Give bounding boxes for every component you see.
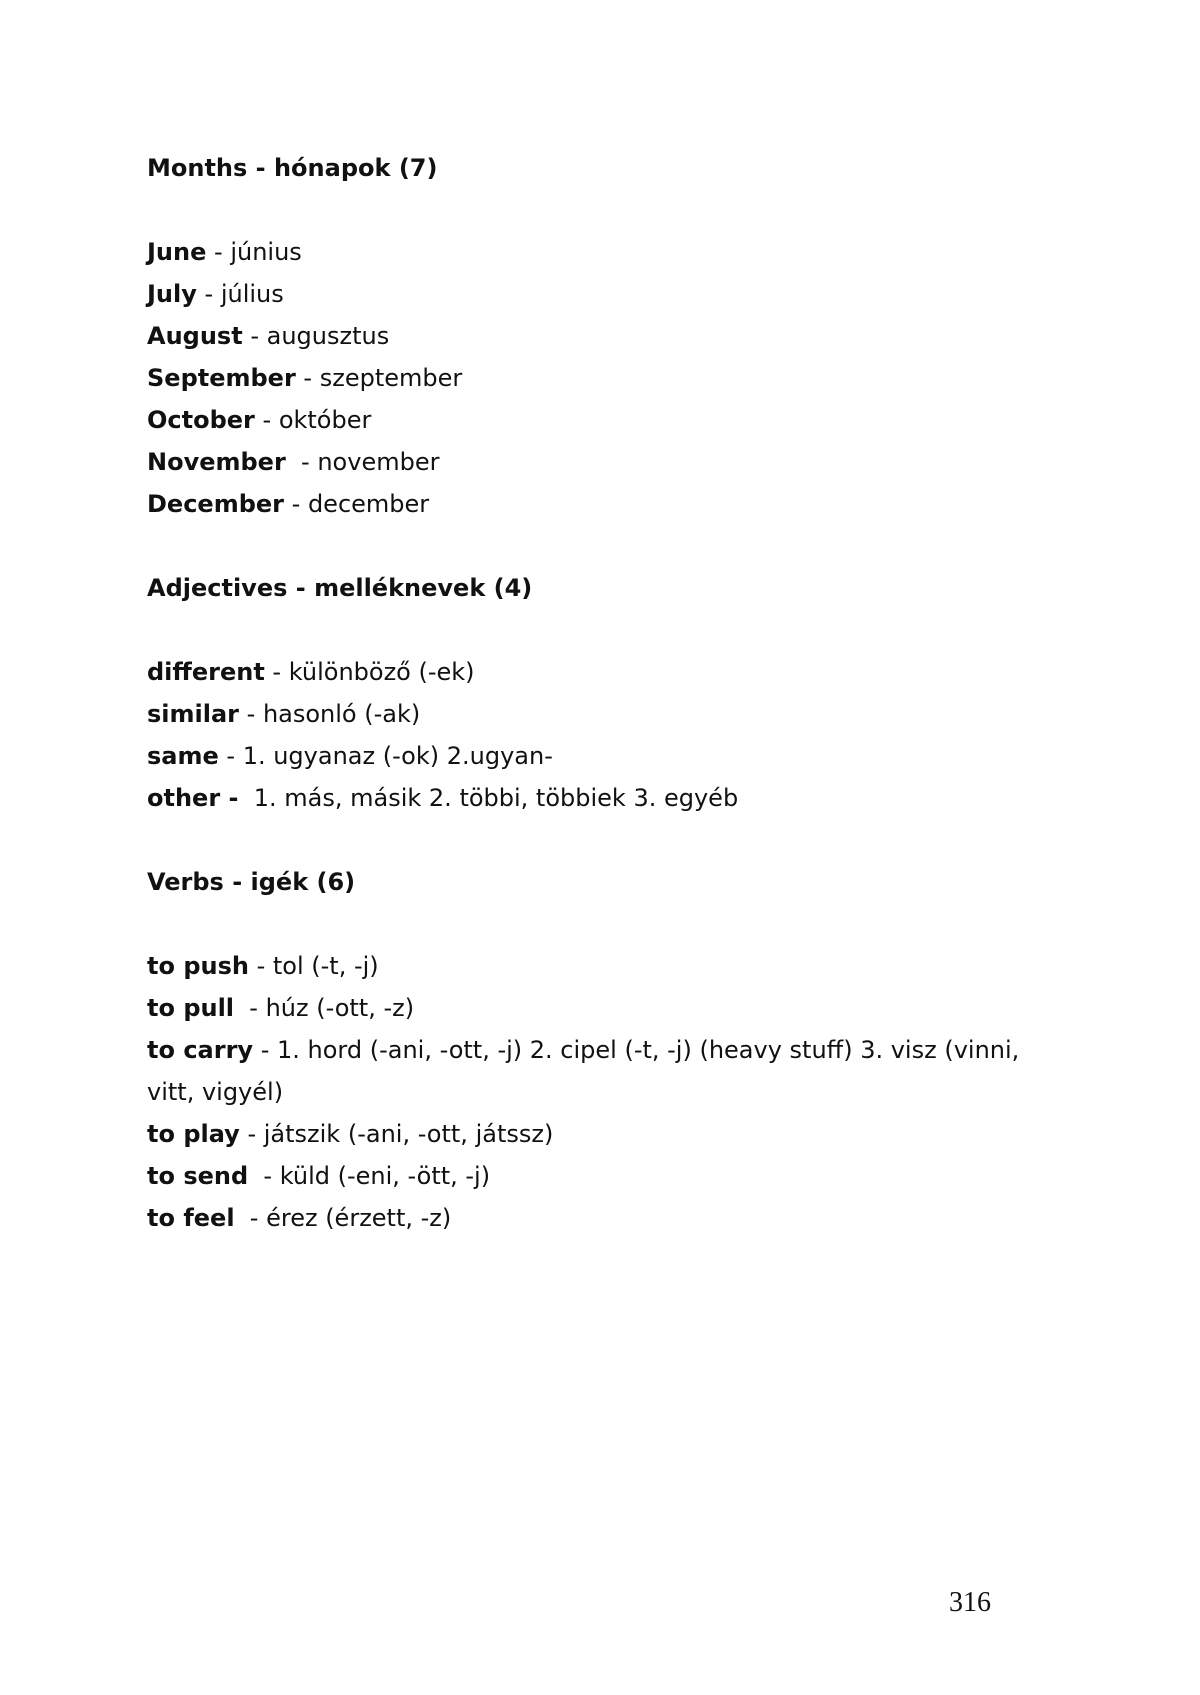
separator: - [218, 742, 243, 770]
hungarian-translation: különböző (-ek) [288, 658, 475, 686]
english-term: November [147, 448, 286, 476]
english-term: to pull [147, 994, 235, 1022]
separator: - [242, 322, 267, 350]
english-term: August [147, 322, 243, 350]
hungarian-translation: szeptember [319, 364, 463, 392]
hungarian-translation: július [220, 280, 284, 308]
vocabulary-list [147, 945, 1047, 1239]
hungarian-translation: küld (-eni, -ött, -j) [279, 1162, 491, 1190]
hungarian-translation: december [307, 490, 430, 518]
vocab-entry [147, 735, 1047, 777]
hungarian-translation: hasonló (-ak) [262, 700, 421, 728]
english-term: June [147, 238, 207, 266]
english-term: same [147, 742, 219, 770]
english-term: other - [147, 784, 239, 812]
hungarian-translation: november [317, 448, 440, 476]
vocab-entry [147, 1197, 1047, 1239]
document-body [147, 147, 1047, 1281]
english-term: to carry [147, 1036, 254, 1064]
section-adjectives [147, 567, 1047, 819]
vocab-entry [147, 693, 1047, 735]
english-term: to push [147, 952, 249, 980]
english-term: December [147, 490, 285, 518]
english-term: October [147, 406, 255, 434]
separator: - [239, 700, 263, 728]
vocab-entry [147, 1113, 1047, 1155]
english-term: July [147, 280, 197, 308]
vocab-entry [147, 357, 1047, 399]
hungarian-translation: június [230, 238, 302, 266]
separator: - [196, 280, 221, 308]
separator [238, 784, 253, 812]
separator: - [285, 448, 318, 476]
vocab-entry [147, 1029, 1047, 1113]
vocab-entry [147, 399, 1047, 441]
vocabulary-list [147, 231, 1047, 525]
separator: - [254, 406, 279, 434]
section-verbs [147, 861, 1047, 1239]
hungarian-translation: 1. hord (-ani, -ott, -j) 2. cipel (-t, -j) (heavy stuff) 3. visz (vinni, vitt, vigyél) [147, 1036, 1020, 1106]
vocab-entry [147, 441, 1047, 483]
hungarian-translation: 1. más, másik 2. többi, többiek 3. egyéb [253, 784, 739, 812]
hungarian-translation: tol (-t, -j) [272, 952, 379, 980]
english-term: September [147, 364, 296, 392]
separator: - [248, 952, 273, 980]
vocab-entry [147, 945, 1047, 987]
hungarian-translation: játszik (-ani, -ott, játssz) [263, 1120, 554, 1148]
vocab-entry [147, 231, 1047, 273]
separator: - [264, 658, 289, 686]
separator: - [234, 994, 266, 1022]
vocab-entry [147, 1155, 1047, 1197]
vocab-entry [147, 483, 1047, 525]
hungarian-translation: érez (érzett, -z) [266, 1204, 452, 1232]
section-title: Verbs - igék (6) [147, 868, 356, 896]
vocab-entry [147, 987, 1047, 1029]
english-term: to play [147, 1120, 240, 1148]
hungarian-translation: 1. ugyanaz (-ok) 2.ugyan- [242, 742, 553, 770]
separator: - [234, 1204, 267, 1232]
separator: - [253, 1036, 277, 1064]
page-number: 316 [949, 1587, 991, 1618]
english-term: different [147, 658, 265, 686]
english-term: to feel [147, 1204, 235, 1232]
vocabulary-list [147, 651, 1047, 819]
separator: - [239, 1120, 264, 1148]
hungarian-translation: húz (-ott, -z) [265, 994, 415, 1022]
section-title: Adjectives - melléknevek (4) [147, 574, 533, 602]
hungarian-translation: augusztus [266, 322, 390, 350]
vocab-entry [147, 315, 1047, 357]
separator: - [248, 1162, 280, 1190]
separator: - [206, 238, 231, 266]
separator: - [295, 364, 320, 392]
english-term: similar [147, 700, 240, 728]
vocab-entry [147, 651, 1047, 693]
hungarian-translation: október [278, 406, 372, 434]
section-title: Months - hónapok (7) [147, 154, 438, 182]
english-term: to send [147, 1162, 249, 1190]
section-months [147, 147, 1047, 525]
vocab-entry [147, 777, 1047, 819]
vocab-entry [147, 273, 1047, 315]
separator: - [284, 490, 308, 518]
